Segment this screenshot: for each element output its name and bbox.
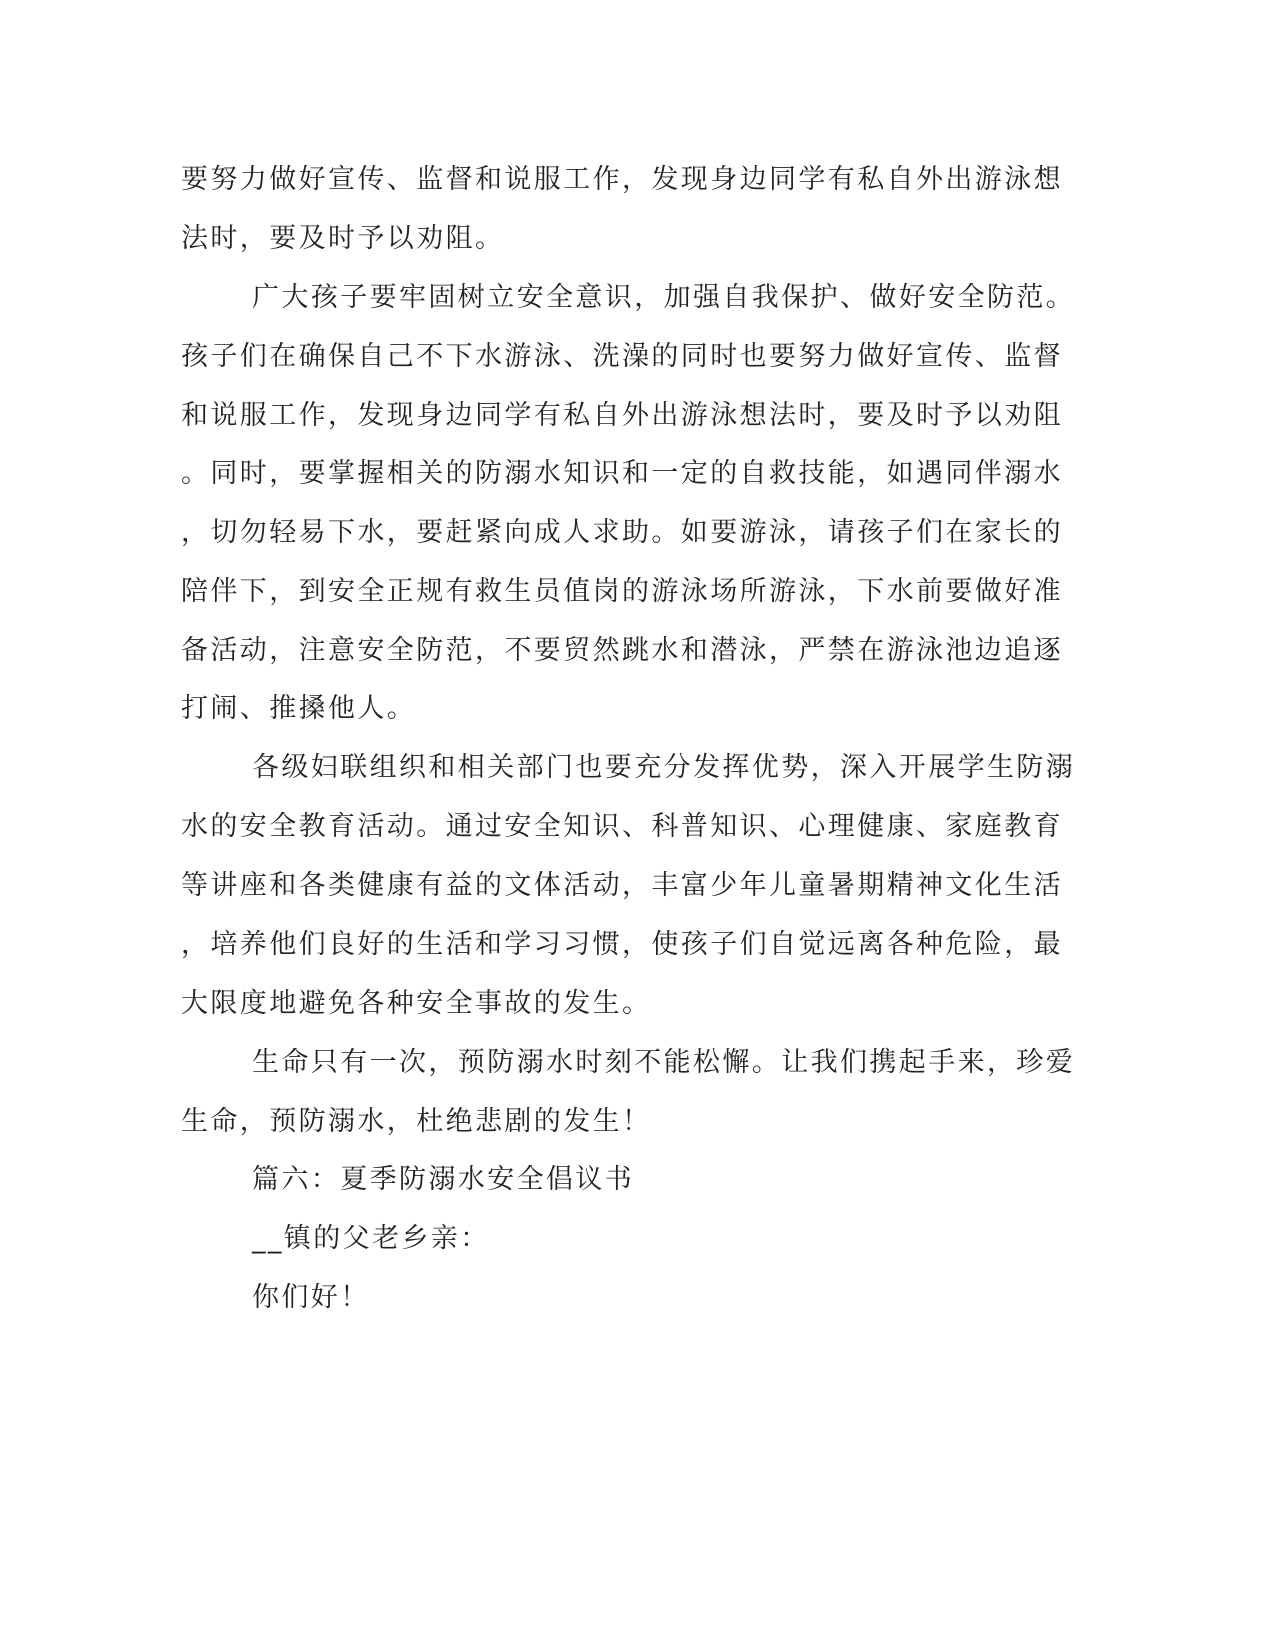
text-line: 和说服工作，发现身边同学有私自外出游泳想法时，要及时予以劝阻 bbox=[181, 400, 1063, 431]
text-line: 备活动，注意安全防范，不要贸然跳水和潜泳，严禁在游泳池边追逐 bbox=[181, 635, 1063, 666]
text-line: 水的安全教育活动。通过安全知识、科普知识、心理健康、家庭教育 bbox=[181, 811, 1063, 842]
text-line: 生命，预防溺水，杜绝悲剧的发生！ bbox=[181, 1106, 652, 1137]
text-line: 大限度地避免各种安全事故的发生。 bbox=[181, 988, 652, 1019]
text-line: 生命只有一次，预防溺水时刻不能松懈。让我们携起手来，珍爱 bbox=[252, 1047, 1076, 1078]
text-line: 。同时，要掌握相关的防溺水知识和一定的自救技能，如遇同伴溺水 bbox=[181, 458, 1063, 489]
text-line: 你们好！ bbox=[252, 1282, 370, 1313]
text-line: 法时，要及时予以劝阻。 bbox=[181, 223, 505, 254]
text-line: 各级妇联组织和相关部门也要充分发挥优势，深入开展学生防溺 bbox=[252, 752, 1076, 783]
text-line: 要努力做好宣传、监督和说服工作，发现身边同学有私自外出游泳想 bbox=[181, 164, 1063, 195]
text-line: 打闹、推搡他人。 bbox=[181, 693, 417, 724]
text-line: __镇的父老乡亲： bbox=[252, 1223, 490, 1254]
text-line: ，培养他们良好的生活和学习习惯，使孩子们自觉远离各种危险，最 bbox=[181, 929, 1063, 960]
text-line: 篇六：夏季防溺水安全倡议书 bbox=[252, 1164, 635, 1195]
text-line: 孩子们在确保自己不下水游泳、洗澡的同时也要努力做好宣传、监督 bbox=[181, 341, 1063, 372]
text-line: 等讲座和各类健康有益的文体活动，丰富少年儿童暑期精神文化生活 bbox=[181, 870, 1063, 901]
text-line: ，切勿轻易下水，要赶紧向成人求助。如要游泳，请孩子们在家长的 bbox=[181, 517, 1063, 548]
text-line: 广大孩子要牢固树立安全意识，加强自我保护、做好安全防范。 bbox=[252, 282, 1076, 313]
text-line: 陪伴下，到安全正规有救生员值岗的游泳场所游泳，下水前要做好准 bbox=[181, 576, 1063, 607]
